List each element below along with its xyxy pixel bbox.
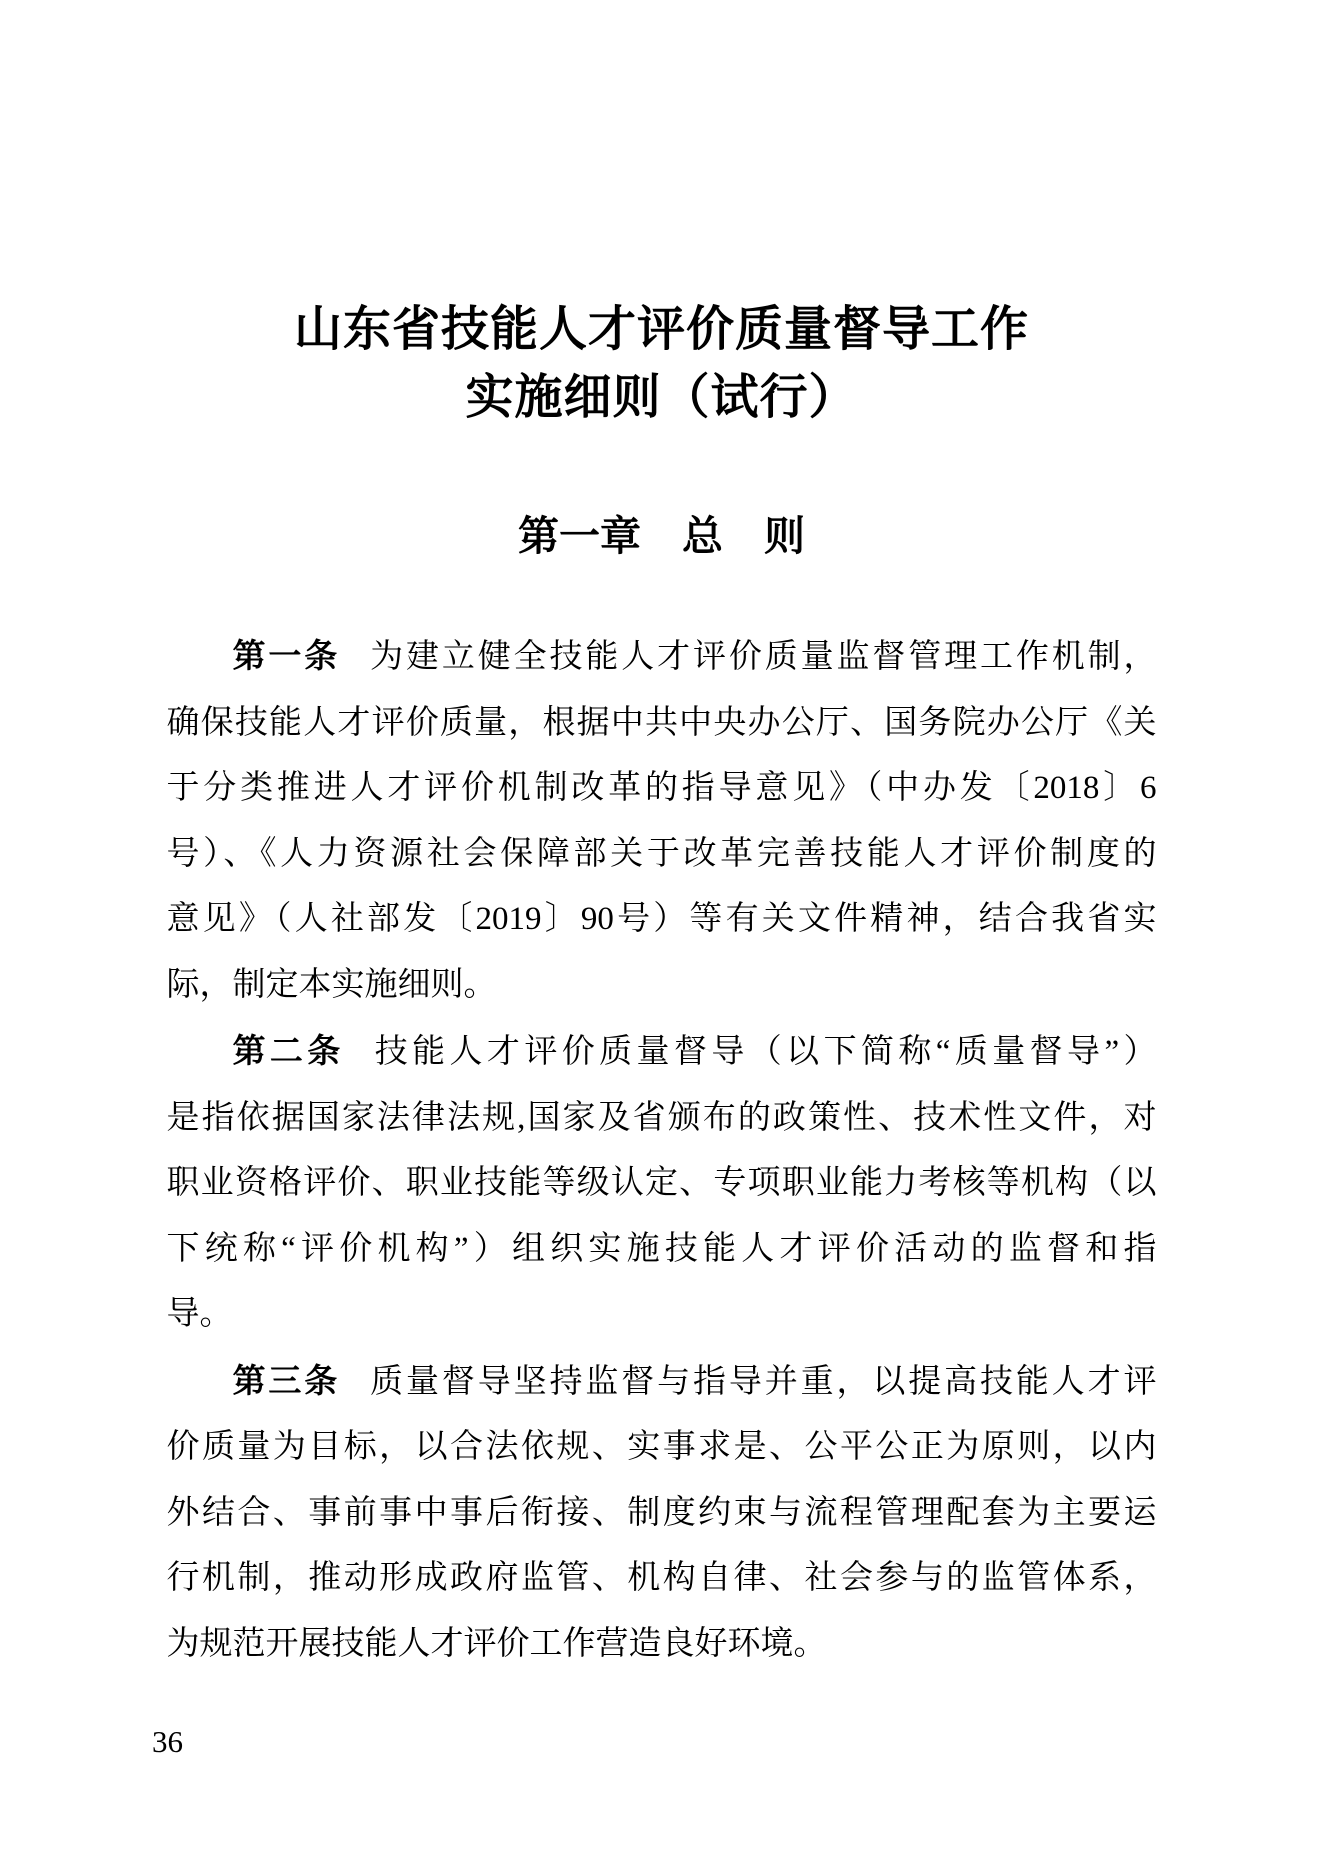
document-body bbox=[167, 623, 1157, 1677]
document-title-line-1: 山东省技能人才评价质量督导工作 bbox=[293, 303, 1029, 356]
line-text: 技能人才评价质量督导（以下简称“质量督导”） bbox=[374, 1034, 1157, 1070]
paragraph-line: 价质量为目标，以合法依规、实事求是、公平公正为原则，以内 bbox=[166, 1429, 1157, 1465]
document-title bbox=[0, 0, 1323, 432]
document-title-line-2: 实施细则（试行） bbox=[465, 371, 858, 424]
paragraph-line: 是指依据国家法律法规,国家及省颁布的政策性、技术性文件，对 bbox=[166, 1099, 1157, 1136]
article-term: 第二条 bbox=[232, 1032, 345, 1069]
paragraph-line: 确保技能人才评价质量，根据中共中央办公厅、国务院办公厅《关 bbox=[166, 704, 1157, 741]
paragraph-line bbox=[167, 623, 1157, 691]
paragraph-line: 导。 bbox=[166, 1296, 233, 1332]
paragraph-line: 为规范开展技能人才评价工作营造良好环境。 bbox=[166, 1625, 827, 1662]
paragraph-article-1 bbox=[167, 623, 1157, 1018]
paragraph-line: 于分类推进人才评价机制改革的指导意见》（中办发〔2018〕6 bbox=[166, 770, 1157, 806]
paragraph-line: 意见》（人社部发〔2019〕90号）等有关文件精神，结合我省实 bbox=[166, 901, 1157, 937]
paragraph-article-3 bbox=[167, 1348, 1157, 1678]
page-number: 36 bbox=[152, 1724, 183, 1759]
paragraph-line: 外结合、事前事中事后衔接、制度约束与流程管理配套为主要运 bbox=[166, 1494, 1157, 1531]
chapter-heading: 第一章 总 则 bbox=[518, 513, 805, 559]
paragraph-line bbox=[167, 1348, 1157, 1416]
article-term: 第一条 bbox=[232, 637, 341, 674]
paragraph-line bbox=[167, 1018, 1157, 1086]
line-text: 为建立健全技能人才评价质量监督管理工作机制， bbox=[370, 639, 1157, 675]
article-term: 第三条 bbox=[232, 1361, 341, 1399]
paragraph-line: 号）、《人力资源社会保障部关于改革完善技能人才评价制度的 bbox=[166, 835, 1157, 872]
paragraph-line: 下统称“评价机构”）组织实施技能人才评价活动的监督和指 bbox=[166, 1230, 1157, 1267]
paragraph-line: 际，制定本实施细则。 bbox=[166, 966, 497, 1003]
paragraph-line: 职业资格评价、职业技能等级认定、专项职业能力考核等机构（以 bbox=[166, 1165, 1157, 1201]
paragraph-article-2 bbox=[167, 1018, 1157, 1348]
paragraph-line: 行机制，推动形成政府监管、机构自律、社会参与的监管体系， bbox=[166, 1560, 1157, 1596]
line-text: 质量督导坚持监督与指导并重，以提高技能人才评 bbox=[370, 1363, 1157, 1400]
